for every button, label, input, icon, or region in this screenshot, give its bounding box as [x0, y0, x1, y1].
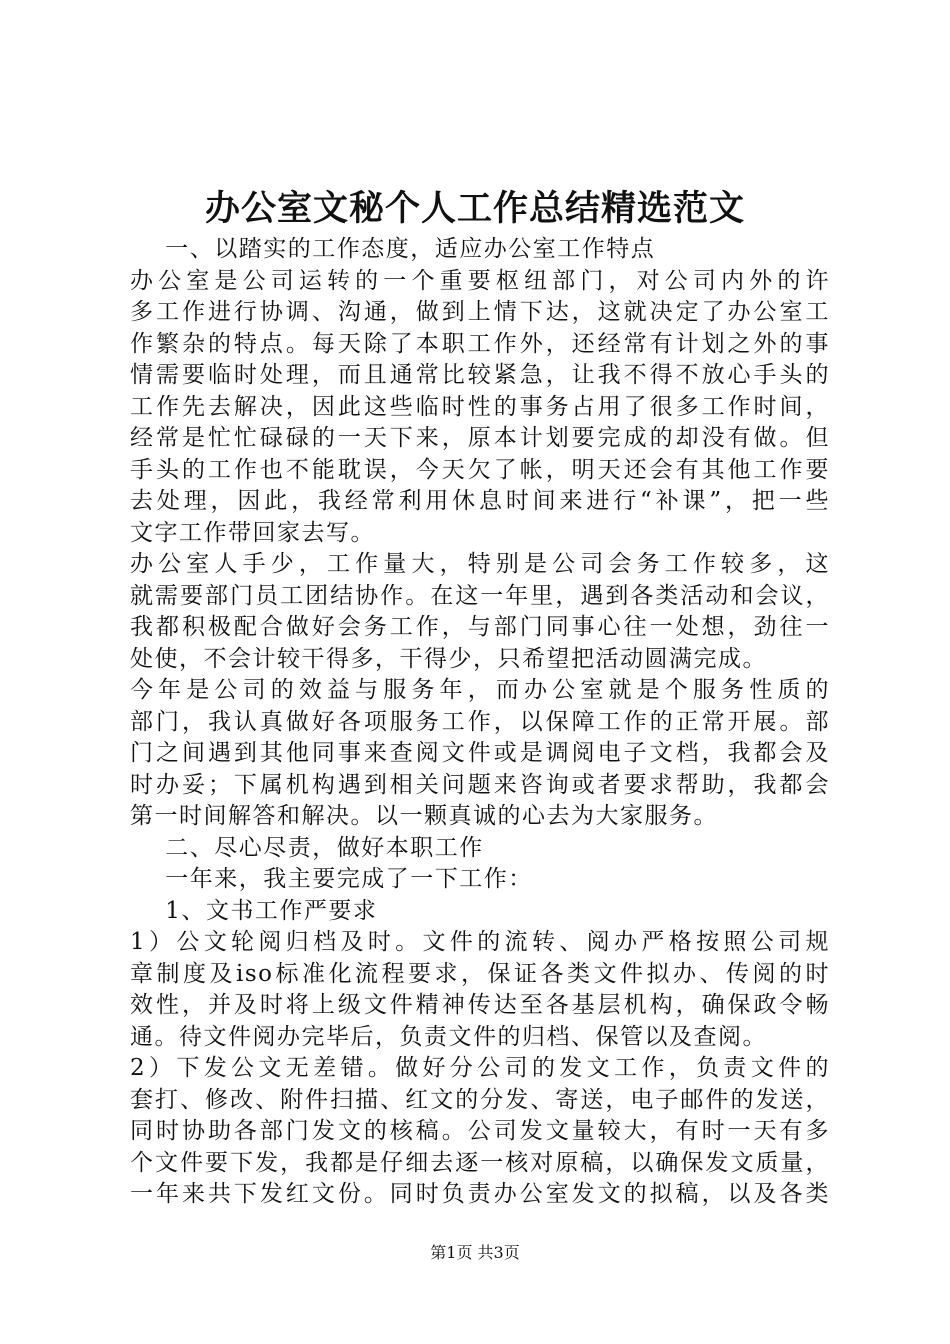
body-line: 二、尽心尽责，做好本职工作	[130, 834, 484, 861]
body-line: 套打、修改、附件扫描、红文的分发、寄送，电子邮件的发送，	[130, 1086, 830, 1113]
body-line: 办公室人手少，工作量大，特别是公司会务工作较多，这	[130, 551, 830, 577]
body-line: 1、文书工作严要求	[130, 897, 378, 924]
body-line: 手头的工作也不能耽误，今天欠了帐，明天还会有其他工作要	[130, 456, 830, 483]
body-line: 时办妥；下属机构遇到相关问题来咨询或者要求帮助，我都会	[130, 771, 830, 798]
body-line: 一年来共下发红文份。同时负责办公室发文的拟稿，以及各类	[130, 1181, 830, 1207]
body-line: 一、以踏实的工作态度，适应办公室工作特点	[130, 236, 656, 262]
body-line: 效性，并及时将上级文件精神传达至各基层机构，确保政令畅	[130, 992, 830, 1018]
document-title: 办公室文秘个人工作总结精选范文	[204, 189, 745, 229]
body-line: 多工作进行协调、沟通，做到上情下达，这就决定了办公室工	[130, 299, 830, 325]
document-body	[130, 234, 830, 1211]
body-line: 文字工作带回家去写。	[130, 519, 375, 546]
body-line: 部门，我认真做好各项服务工作，以保障工作的正常开展。部	[130, 708, 830, 735]
page-footer: 第1页 共3页	[430, 1243, 520, 1262]
body-line: 第一时间解答和解决。以一颗真诚的心去为大家服务。	[130, 803, 718, 829]
body-line: 就需要部门员工团结协作。在这一年里，遇到各类活动和会议，	[130, 582, 830, 609]
body-line: 1）公文轮阅归档及时。文件的流转、阅办严格按照公司规	[130, 929, 830, 955]
body-line: 一年来，我主要完成了一下工作：	[130, 866, 533, 892]
body-line: 经常是忙忙碌碌的一天下来，原本计划要完成的却没有做。但	[130, 425, 830, 451]
body-line: 同时协助各部门发文的核稿。公司发文量较大，有时一天有多	[130, 1118, 830, 1144]
body-line: 处使，不会计较干得多，干得少，只希望把活动圆满完成。	[130, 645, 767, 672]
body-line: 今年是公司的效益与服务年，而办公室就是个服务性质的	[130, 677, 830, 703]
body-line: 2）下发公文无差错。做好分公司的发文工作，负责文件的	[130, 1055, 830, 1081]
body-line: 我都积极配合做好会务工作，与部门同事心往一处想，劲往一	[130, 614, 830, 640]
body-line: 去处理，因此，我经常利用休息时间来进行“补课”，把一些	[130, 488, 830, 514]
body-line: 通。待文件阅办完毕后，负责文件的归档、保管以及查阅。	[130, 1023, 767, 1050]
body-line: 作繁杂的特点。每天除了本职工作外，还经常有计划之外的事	[130, 330, 830, 357]
body-line: 门之间遇到其他同事来查阅文件或是调阅电子文档，我都会及	[130, 740, 830, 766]
body-line: 章制度及iso标准化流程要求，保证各类文件拟办、传阅的时	[130, 960, 830, 987]
body-line: 个文件要下发，我都是仔细去逐一核对原稿，以确保发文质量，	[130, 1149, 830, 1176]
body-line: 情需要临时处理，而且通常比较紧急，让我不得不放心手头的	[130, 362, 830, 388]
body-line: 工作先去解决，因此这些临时性的事务占用了很多工作时间，	[130, 393, 830, 420]
body-line: 办公室是公司运转的一个重要枢纽部门，对公司内外的许	[130, 267, 830, 294]
